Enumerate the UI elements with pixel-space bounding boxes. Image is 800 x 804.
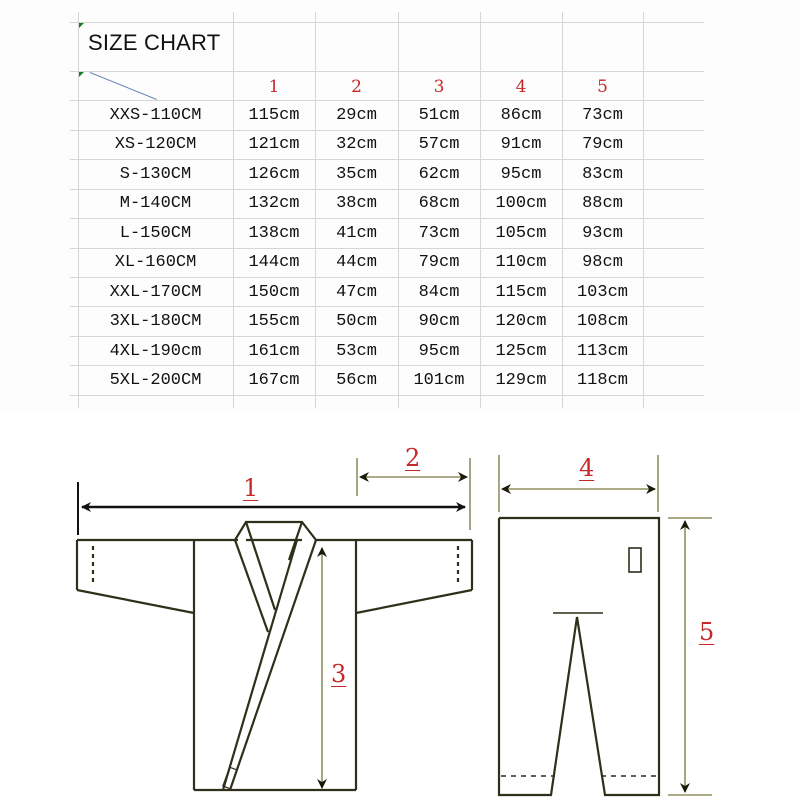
measurement-cell: 121cm — [248, 135, 300, 154]
measurement-cell: 32cm — [336, 135, 377, 154]
measurement-cell: 113cm — [576, 342, 628, 361]
size-label: XS-120CM — [114, 135, 197, 154]
measurement-cell: 129cm — [495, 371, 547, 390]
measurement-cell: 125cm — [495, 342, 547, 361]
size-label: XXS-110CM — [109, 106, 202, 125]
measurement-cell: 29cm — [336, 106, 377, 125]
dimension-lines — [78, 458, 470, 788]
column-header: 1 — [268, 77, 280, 97]
measurement-cell: 47cm — [336, 283, 377, 302]
garment-measurement-diagram — [0, 410, 800, 800]
grid-line — [70, 395, 704, 396]
jacket-drawing — [77, 522, 472, 790]
dimension-label-5: 5 — [699, 618, 715, 646]
column-header: 2 — [351, 77, 362, 97]
size-label: S-130CM — [119, 165, 192, 184]
measurement-cell: 84cm — [418, 283, 460, 302]
grid-line — [70, 22, 704, 23]
measurement-cell: 73cm — [582, 106, 623, 125]
measurement-cell: 38cm — [336, 194, 377, 213]
dimension-label-2: 2 — [405, 444, 421, 472]
measurement-cell: 95cm — [418, 342, 460, 361]
column-header: 5 — [597, 77, 608, 97]
measurement-cell: 62cm — [418, 165, 460, 184]
measurement-cell: 155cm — [248, 312, 300, 331]
measurement-cell: 35cm — [336, 165, 377, 184]
size-label: XXL-170CM — [109, 283, 202, 302]
measurement-cell: 73cm — [418, 224, 460, 243]
measurement-cell: 167cm — [248, 371, 300, 390]
measurement-cell: 83cm — [582, 165, 623, 184]
measurement-cell: 105cm — [495, 224, 547, 243]
table-title: SIZE CHART — [88, 30, 221, 55]
column-header: 4 — [515, 77, 527, 97]
measurement-cell: 51cm — [418, 106, 460, 125]
size-label: L-150CM — [119, 224, 192, 243]
diagonal-header-line — [90, 72, 157, 100]
measurement-cell: 79cm — [582, 135, 623, 154]
measurement-cell: 68cm — [418, 194, 460, 213]
measurement-cell: 91cm — [500, 135, 542, 154]
measurement-cell: 57cm — [418, 135, 460, 154]
cell-comment-marker — [79, 23, 84, 28]
measurement-cell: 108cm — [576, 312, 628, 331]
measurement-cell: 101cm — [413, 371, 465, 390]
measurement-cell: 110cm — [495, 253, 547, 272]
cell-comment-marker — [79, 72, 84, 77]
size-label: XL-160CM — [114, 253, 197, 272]
garment-illustration — [0, 410, 800, 800]
grid-line — [70, 71, 704, 72]
dimension-label-3: 3 — [331, 660, 347, 688]
measurement-cell: 100cm — [495, 194, 547, 213]
pants-drawing — [499, 518, 659, 795]
measurement-cell: 115cm — [495, 283, 547, 302]
measurement-cell: 144cm — [248, 253, 300, 272]
measurement-cell: 120cm — [495, 312, 547, 331]
dimension-label-4: 4 — [579, 454, 595, 482]
measurement-cell: 161cm — [248, 342, 300, 361]
measurement-cell: 86cm — [500, 106, 542, 125]
size-label: 5XL-200CM — [109, 371, 202, 390]
measurement-cell: 41cm — [336, 224, 377, 243]
measurement-cell: 103cm — [576, 283, 628, 302]
measurement-cell: 79cm — [418, 253, 460, 272]
measurement-cell: 53cm — [336, 342, 377, 361]
measurement-cell: 50cm — [336, 312, 377, 331]
measurement-cell: 56cm — [336, 371, 377, 390]
measurement-cell: 88cm — [582, 194, 623, 213]
size-label: M-140CM — [119, 194, 192, 213]
measurement-cell: 118cm — [576, 371, 628, 390]
measurement-cell: 44cm — [336, 253, 377, 272]
dimension-label-1: 1 — [243, 474, 259, 502]
pants-dimension-lines — [499, 455, 715, 795]
measurement-cell: 126cm — [248, 165, 300, 184]
column-header: 3 — [433, 77, 445, 97]
measurement-cell: 132cm — [248, 194, 300, 213]
measurement-cell: 98cm — [582, 253, 623, 272]
size-label: 4XL-190cm — [109, 342, 202, 361]
size-label: 3XL-180CM — [109, 312, 202, 331]
measurement-cell: 150cm — [248, 283, 300, 302]
measurement-cell: 93cm — [582, 224, 623, 243]
measurement-cell: 90cm — [418, 312, 460, 331]
measurement-cell: 138cm — [248, 224, 300, 243]
measurement-cell: 115cm — [248, 106, 300, 125]
measurement-cell: 95cm — [500, 165, 542, 184]
